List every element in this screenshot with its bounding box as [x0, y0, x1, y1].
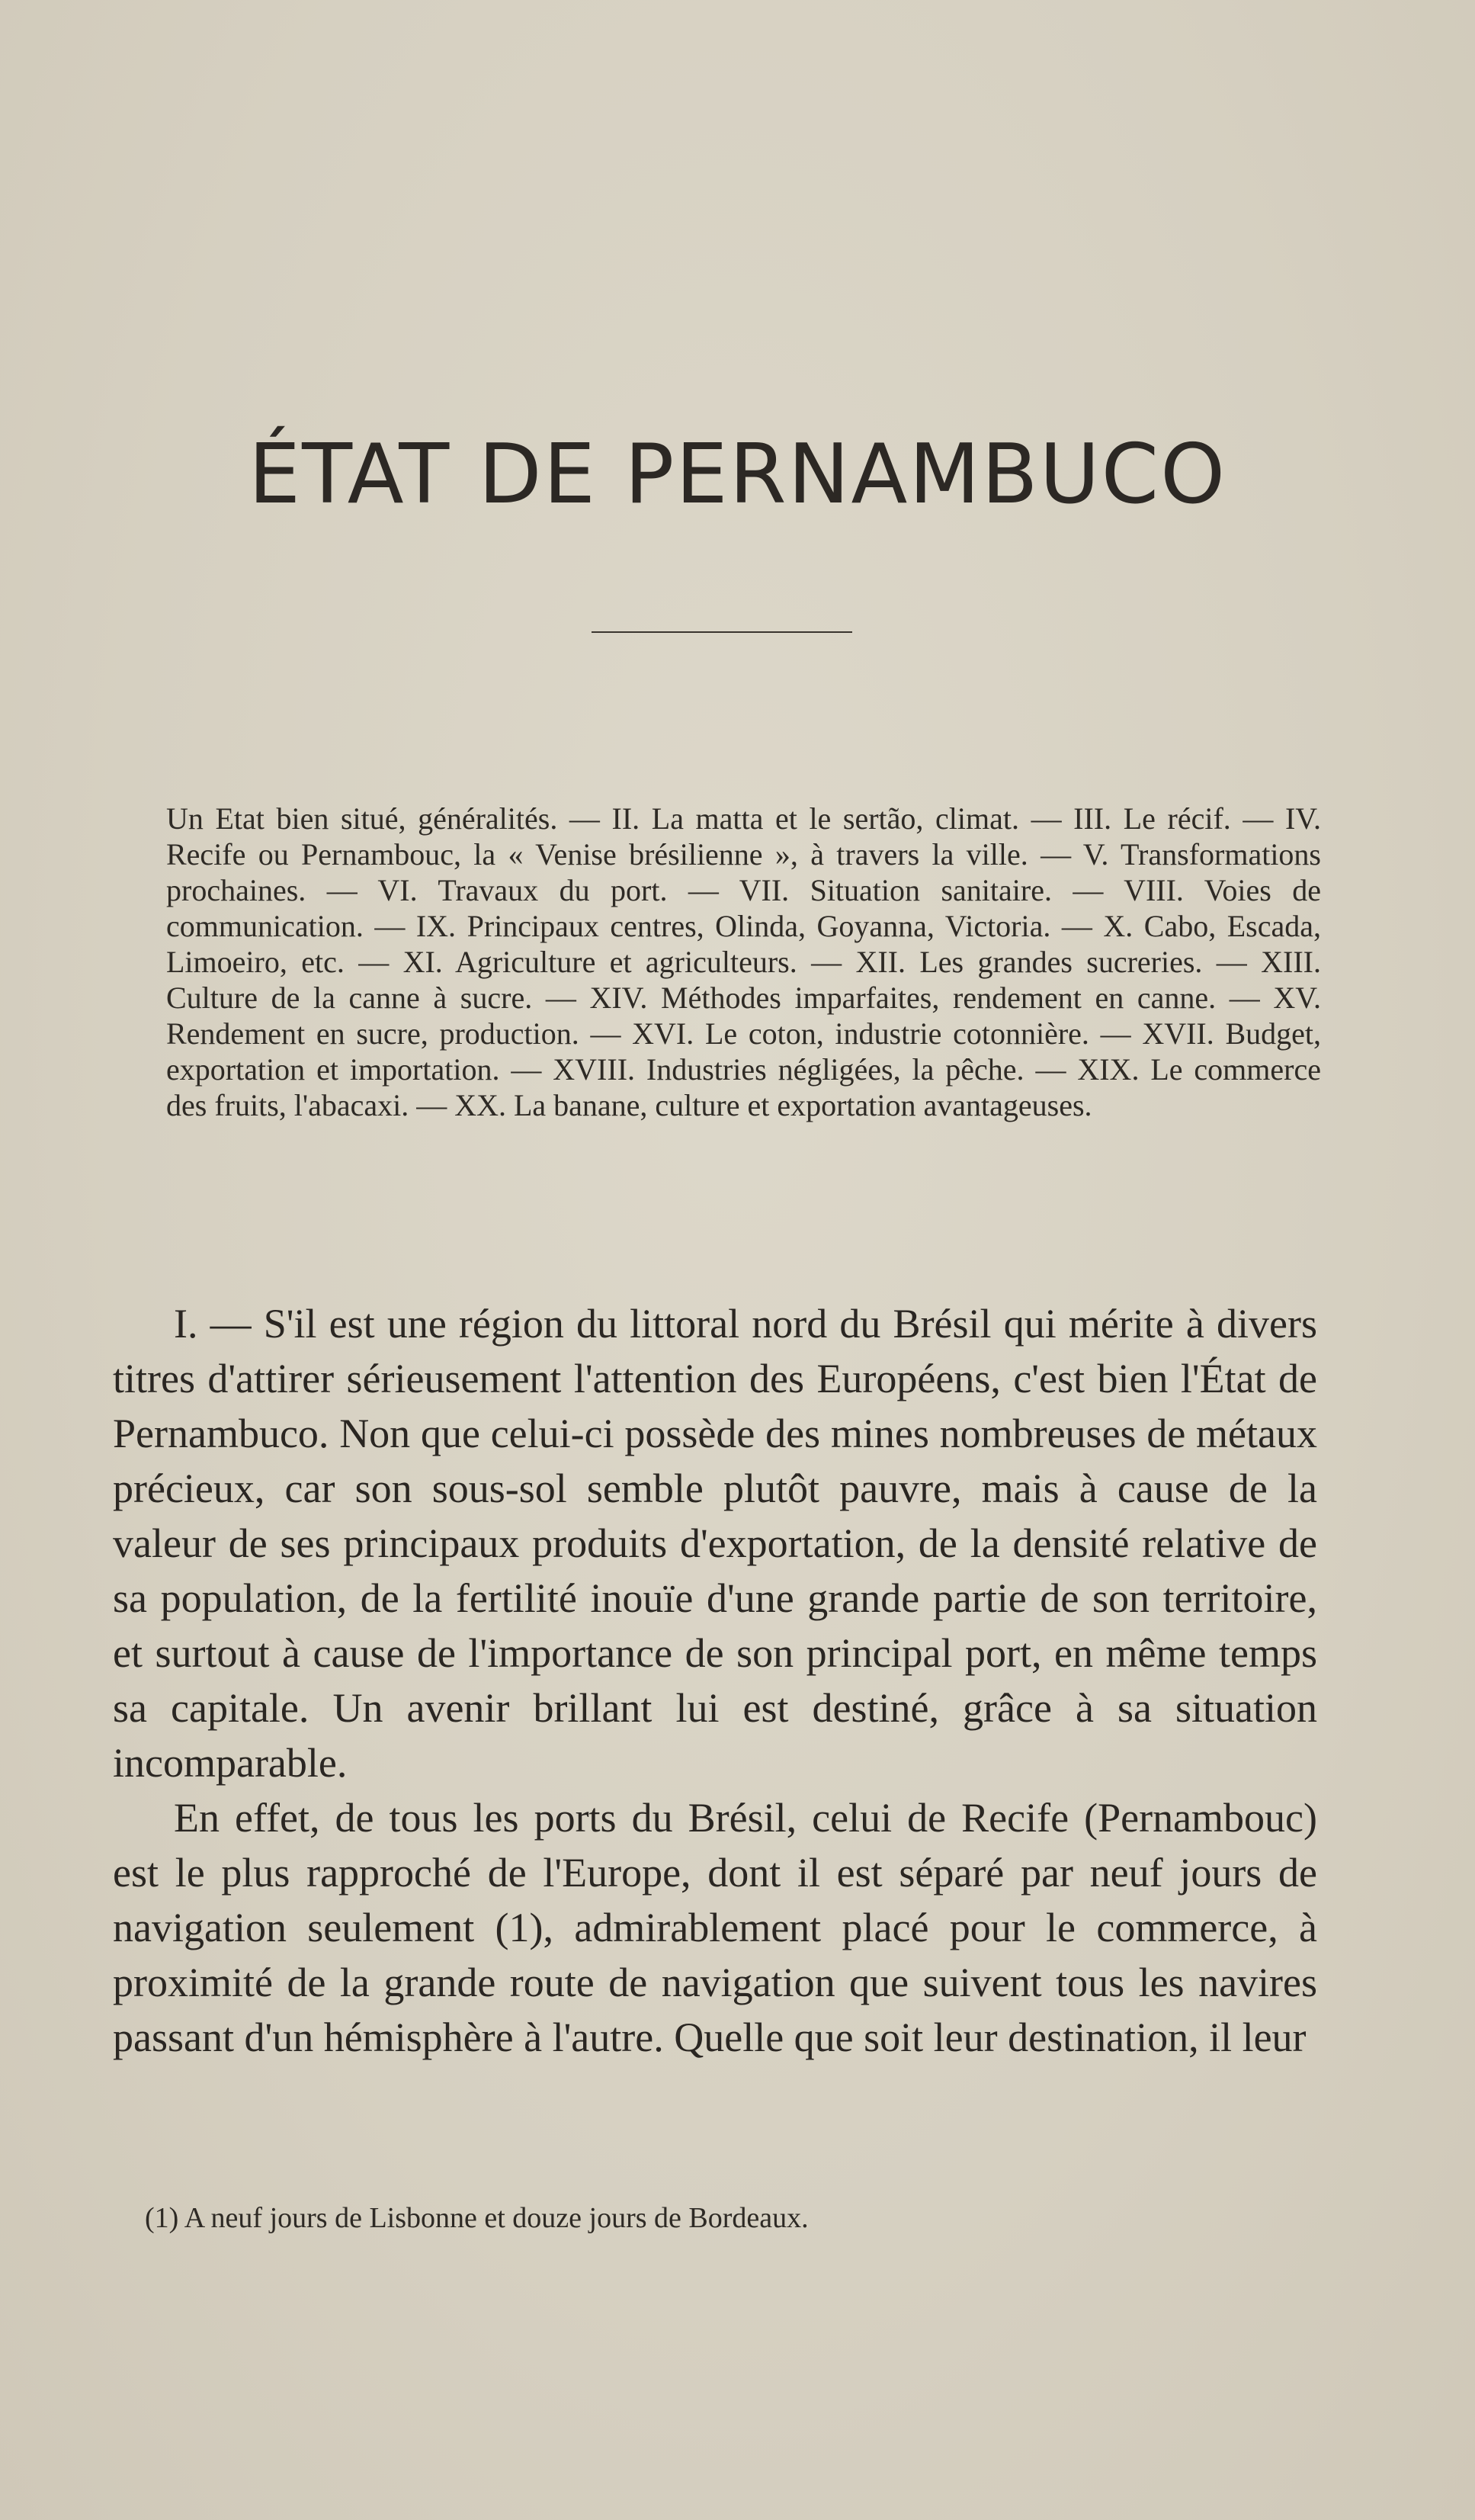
title-rule — [592, 631, 852, 633]
chapter-title: ÉTAT DE PERNAMBUCO — [248, 427, 1227, 522]
footnote: (1) A neuf jours de Lisbonne et douze jours de Bordeaux. — [145, 2202, 809, 2234]
paragraph: I. — S'il est une région du littoral nord du Brésil qui mérite à divers titres d'attirer sérieusement l'attention des Européens, c'est bien l'État de Pernambuco. Non que celui-ci possède des mines nombreuses de métaux précieux, car son sous-sol semble plutôt pauvre, mais à cause de la valeur de ses principaux produits d'exportation, de la densité relative de sa population, de la fertilité inouïe d'une grande partie de son territoire, et surtout à cause de l'importance de son principal port, en même temps sa capitale. Un avenir brillant lui est destiné, grâce à sa situation incomparable. — [113, 1301, 1317, 1786]
chapter-summary: Un Etat bien situé, généralités. — II. La matta et le sertão, climat. — III. Le récif. — IV. Recife ou Pernambouc, la « Venise brésilienne », à travers la ville. — V. Transformations prochaines. — VI. Travaux du port. — VII. Situation sanitaire. — VIII. Voies de communication. — IX. Principaux centres, Olinda, Goyanna, Victoria. — X. Cabo, Escada, Limoeiro, etc. — XI. Agriculture et agriculteurs. — XII. Les grandes sucreries. — XIII. Culture de la canne à sucre. — XIV. Méthodes imparfaites, rendement en canne. — XV. Rendement en sucre, production. — XVI. Le coton, industrie cotonnière. — XVII. Budget, exportation et importation. — XVIII. Industries négligées, la pêche. — XIX. Le commerce des fruits, l'abacaxi. — XX. La banane, culture et exportation avantageuses. — [166, 801, 1321, 1122]
body-text — [113, 1296, 1317, 2065]
paragraph: En effet, de tous les ports du Brésil, celui de Recife (Pernambouc) est le plus rapproché de l'Europe, dont il est séparé par neuf jours de navigation seulement (1), admirablement placé pour le commerce, à proximité de la grande route de navigation que suivent tous les navires passant d'un hémisphère à l'autre. Quelle que soit leur destination, il leur — [113, 1795, 1317, 2060]
